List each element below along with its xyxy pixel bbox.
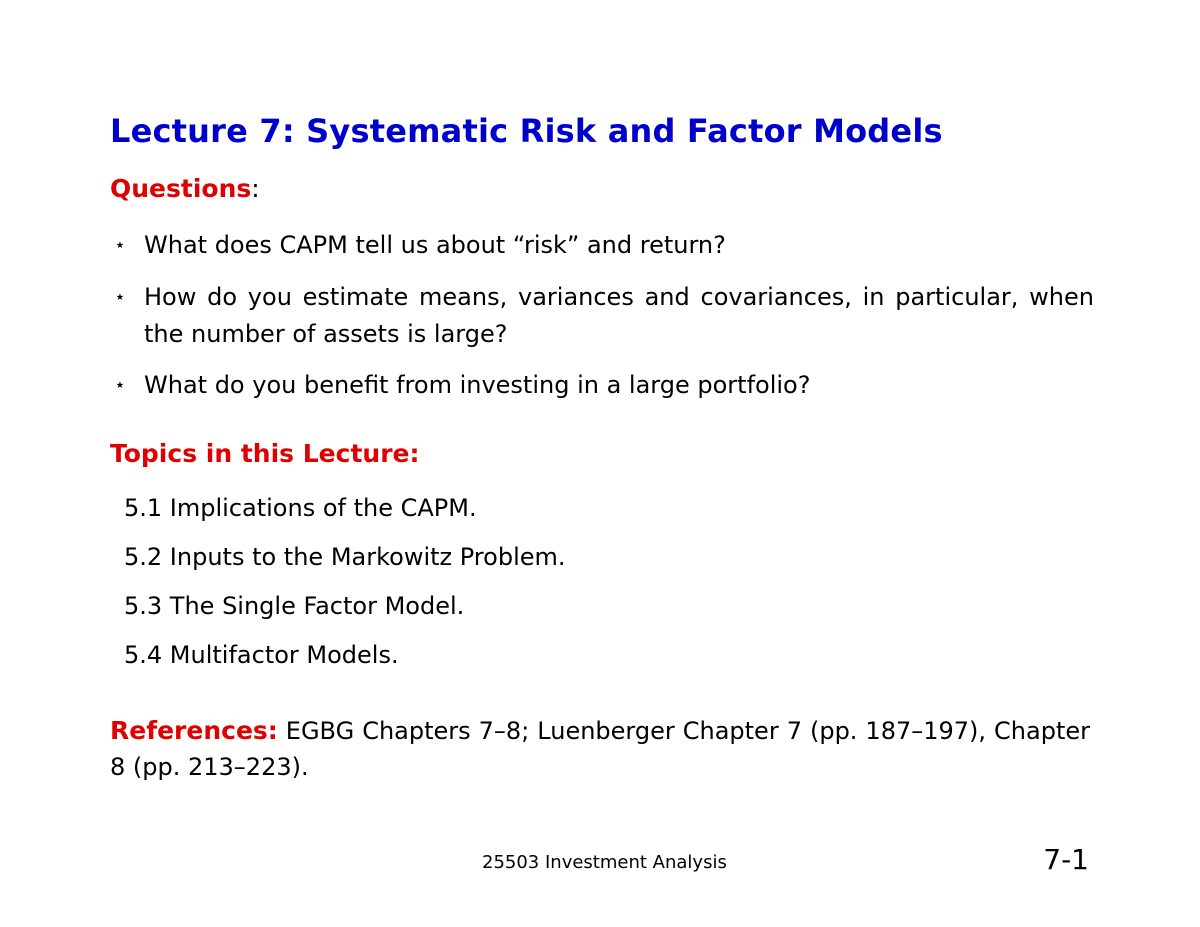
star-bullet-icon: ⋆ [114,374,126,396]
questions-heading-colon: : [251,174,260,203]
topic-item: 5.1 Implications of the CAPM. [124,494,477,522]
question-text: What does CAPM tell us about “risk” and return? [144,231,726,259]
questions-heading-label: Questions [110,174,252,203]
topic-item: 5.2 Inputs to the Markowitz Problem. [124,543,566,571]
questions-list [114,227,1094,264]
questions-list [114,279,1094,353]
question-item [114,279,1094,353]
question-item [114,367,1094,404]
footer-course-name: 25503 Investment Analysis [482,852,727,873]
references [110,713,1090,785]
slide-title: Lecture 7: Systematic Risk and Factor Models [110,112,943,150]
questions-list [114,367,1094,404]
footer-page-number: 7-1 [1043,843,1089,876]
star-bullet-icon: ⋆ [114,286,126,308]
topic-item: 5.4 Multifactor Models. [124,641,399,669]
topics-heading: Topics in this Lecture: [110,439,420,468]
question-item [114,227,1094,264]
question-text: How do you estimate means, variances and covariances, in particular, when the number of assets is large? [144,283,1094,348]
star-bullet-icon: ⋆ [114,234,126,256]
references-label: References: [110,716,278,745]
topic-item: 5.3 The Single Factor Model. [124,592,465,620]
references-text: EGBG Chapters 7–8; Luenberger Chapter 7 (pp. 187–197), Chapter 8 (pp. 213–223). [110,717,1090,781]
questions-heading [110,174,260,203]
question-text: What do you benefit from investing in a large portfolio? [144,371,811,399]
